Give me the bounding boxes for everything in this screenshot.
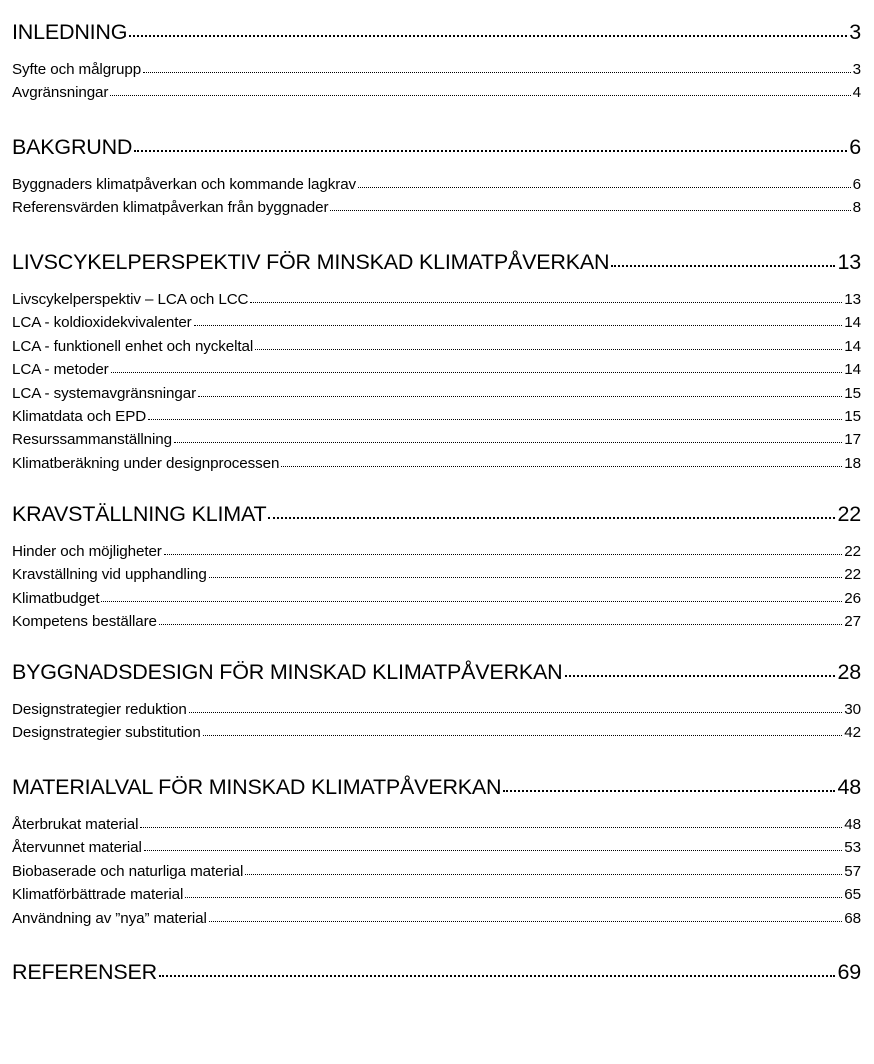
section-livscykelperspektiv-for-minskad-klimatpaverkan-page-number: 13 [837, 250, 861, 274]
subsection-klimatforbattrade-material-page-number: 65 [844, 886, 861, 904]
section-byggnadsdesign-for-minskad-klimatpaverkan-page-number: 28 [837, 660, 861, 684]
subsection-klimatforbattrade-material-title: Klimatförbättrade material [12, 886, 184, 904]
subsection-anvandning-av-nya-material-title: Användning av ”nya” material [12, 909, 207, 927]
dot-leader [209, 577, 843, 578]
subsection-avgransningar-page-number: 4 [852, 84, 861, 102]
dot-leader [565, 675, 836, 677]
dot-leader [358, 187, 851, 188]
subsection-referensvarden-klimatpaverkan-fran-byggnader-entry[interactable] [12, 199, 861, 216]
dot-leader [250, 302, 842, 303]
subsection-syfte-och-malgrupp-entry[interactable] [12, 61, 861, 78]
dot-leader [198, 396, 842, 397]
subsection-resurssammanstallning-entry[interactable] [12, 431, 861, 448]
subsection-lca-koldioxidekvivalenter-title: LCA - koldioxidekvivalenter [12, 314, 192, 332]
dot-leader [611, 265, 835, 267]
subsection-klimatbudget-title: Klimatbudget [12, 589, 100, 607]
subsection-lca-koldioxidekvivalenter-page-number: 14 [844, 314, 861, 332]
subsection-lca-metoder-entry[interactable] [12, 361, 861, 378]
subsection-kravstallning-vid-upphandling-page-number: 22 [844, 566, 861, 584]
section-livscykelperspektiv-for-minskad-klimatpaverkan-entry[interactable] [12, 250, 861, 275]
subsection-hinder-och-mojligheter-entry[interactable] [12, 543, 861, 560]
section-inledning-title: INLEDNING [12, 20, 128, 44]
subsection-resurssammanstallning-title: Resurssammanställning [12, 431, 172, 449]
section-referenser-page-number: 69 [837, 960, 861, 984]
subsection-byggnaders-klimatpaverkan-och-kommande-lagkrav-title: Byggnaders klimatpåverkan och kommande lagkrav [12, 176, 357, 193]
dot-leader [159, 975, 836, 977]
dot-leader [159, 624, 842, 625]
subsection-lca-systemavgransningar-title: LCA - systemavgränsningar [12, 384, 197, 402]
subsection-klimatbudget-entry[interactable] [12, 590, 861, 607]
section-referenser-entry[interactable] [12, 960, 861, 985]
subsection-referensvarden-klimatpaverkan-fran-byggnader-page-number: 8 [852, 199, 861, 217]
subsection-klimatberakning-under-designprocessen-title: Klimatberäkning under designprocessen [12, 454, 280, 472]
dot-leader [503, 790, 835, 792]
dot-leader [281, 466, 842, 467]
section-kravstallning-klimat-entry[interactable] [12, 502, 861, 527]
subsection-atervunnet-material-page-number: 53 [844, 839, 861, 857]
section-referenser-title: REFERENSER [12, 960, 157, 984]
dot-leader [164, 554, 843, 555]
subsection-klimatbudget-page-number: 26 [844, 589, 861, 607]
dot-leader [111, 372, 843, 373]
subsection-designstrategier-substitution-page-number: 42 [844, 724, 861, 742]
subsection-livscykelperspektiv-lca-och-lcc-entry[interactable] [12, 291, 861, 308]
subsection-biobaserade-och-naturliga-material-title: Biobaserade och naturliga material [12, 862, 244, 880]
section-bakgrund-title: BAKGRUND [12, 135, 133, 159]
dot-leader [209, 921, 843, 922]
section-byggnadsdesign-for-minskad-klimatpaverkan-title: BYGGNADSDESIGN FÖR MINSKAD KLIMATPÅVERKAN [12, 660, 563, 684]
dot-leader [174, 442, 842, 443]
subsection-hinder-och-mojligheter-page-number: 22 [844, 543, 861, 560]
subsection-biobaserade-och-naturliga-material-page-number: 57 [844, 862, 861, 880]
section-kravstallning-klimat-title: KRAVSTÄLLNING KLIMAT [12, 502, 267, 526]
subsection-klimatdata-och-epd-title: Klimatdata och EPD [12, 408, 147, 425]
subsection-aterbrukat-material-page-number: 48 [844, 816, 861, 833]
subsection-lca-metoder-title: LCA - metoder [12, 361, 109, 379]
dot-leader [189, 712, 843, 713]
subsection-syfte-och-malgrupp-title: Syfte och målgrupp [12, 61, 142, 78]
section-materialval-for-minskad-klimatpaverkan-entry[interactable] [12, 775, 861, 800]
dot-leader [245, 874, 842, 875]
dot-leader [129, 35, 847, 37]
subsection-designstrategier-reduktion-title: Designstrategier reduktion [12, 701, 187, 718]
subsection-aterbrukat-material-title: Återbrukat material [12, 816, 139, 833]
subsection-avgransningar-title: Avgränsningar [12, 84, 109, 102]
subsection-lca-funktionell-enhet-och-nyckeltal-title: LCA - funktionell enhet och nyckeltal [12, 337, 254, 355]
subsection-kravstallning-vid-upphandling-entry[interactable] [12, 566, 861, 583]
subsection-klimatberakning-under-designprocessen-entry[interactable] [12, 455, 861, 472]
section-bakgrund-page-number: 6 [849, 135, 861, 159]
dot-leader [203, 735, 843, 736]
subsection-anvandning-av-nya-material-page-number: 68 [844, 909, 861, 927]
dot-leader [330, 210, 850, 211]
subsection-klimatforbattrade-material-entry[interactable] [12, 886, 861, 903]
subsection-designstrategier-substitution-title: Designstrategier substitution [12, 724, 201, 742]
subsection-klimatberakning-under-designprocessen-page-number: 18 [844, 454, 861, 472]
dot-leader [185, 897, 842, 898]
subsection-avgransningar-entry[interactable] [12, 84, 861, 101]
dot-leader [101, 601, 842, 602]
section-livscykelperspektiv-for-minskad-klimatpaverkan-title: LIVSCYKELPERSPEKTIV FÖR MINSKAD KLIMATPÅVERKAN [12, 250, 610, 274]
dot-leader [140, 827, 842, 828]
subsection-designstrategier-reduktion-entry[interactable] [12, 701, 861, 718]
subsection-kompetens-bestallare-title: Kompetens beställare [12, 613, 157, 631]
subsection-atervunnet-material-entry[interactable] [12, 839, 861, 856]
subsection-designstrategier-reduktion-page-number: 30 [844, 701, 861, 718]
subsection-livscykelperspektiv-lca-och-lcc-title: Livscykelperspektiv – LCA och LCC [12, 291, 249, 308]
dot-leader [268, 517, 835, 519]
subsection-aterbrukat-material-entry[interactable] [12, 816, 861, 833]
subsection-hinder-och-mojligheter-title: Hinder och möjligheter [12, 543, 162, 560]
subsection-lca-koldioxidekvivalenter-entry[interactable] [12, 314, 861, 331]
dot-leader [144, 850, 843, 851]
section-byggnadsdesign-for-minskad-klimatpaverkan-entry[interactable] [12, 660, 861, 685]
subsection-klimatdata-och-epd-entry[interactable] [12, 408, 861, 425]
subsection-lca-funktionell-enhet-och-nyckeltal-entry[interactable] [12, 338, 861, 355]
dot-leader [134, 150, 847, 152]
subsection-atervunnet-material-title: Återvunnet material [12, 839, 142, 857]
subsection-lca-funktionell-enhet-och-nyckeltal-page-number: 14 [844, 337, 861, 355]
subsection-kompetens-bestallare-entry[interactable] [12, 613, 861, 630]
section-bakgrund-entry[interactable] [12, 135, 861, 160]
section-inledning-page-number: 3 [849, 20, 861, 44]
dot-leader [194, 325, 843, 326]
subsection-anvandning-av-nya-material-entry[interactable] [12, 910, 861, 927]
subsection-kravstallning-vid-upphandling-title: Kravställning vid upphandling [12, 566, 207, 584]
section-kravstallning-klimat-page-number: 22 [837, 502, 861, 526]
subsection-referensvarden-klimatpaverkan-fran-byggnader-title: Referensvärden klimatpåverkan från byggnader [12, 199, 329, 217]
subsection-biobaserade-och-naturliga-material-entry[interactable] [12, 863, 861, 880]
subsection-syfte-och-malgrupp-page-number: 3 [852, 61, 861, 78]
subsection-resurssammanstallning-page-number: 17 [844, 431, 861, 449]
subsection-byggnaders-klimatpaverkan-och-kommande-lagkrav-page-number: 6 [852, 176, 861, 193]
subsection-lca-systemavgransningar-page-number: 15 [844, 384, 861, 402]
dot-leader [255, 349, 842, 350]
subsection-lca-systemavgransningar-entry[interactable] [12, 385, 861, 402]
dot-leader [143, 72, 851, 73]
subsection-kompetens-bestallare-page-number: 27 [844, 613, 861, 631]
dot-leader [148, 419, 842, 420]
section-materialval-for-minskad-klimatpaverkan-title: MATERIALVAL FÖR MINSKAD KLIMATPÅVERKAN [12, 775, 502, 799]
subsection-livscykelperspektiv-lca-och-lcc-page-number: 13 [844, 291, 861, 308]
subsection-lca-metoder-page-number: 14 [844, 361, 861, 379]
subsection-designstrategier-substitution-entry[interactable] [12, 724, 861, 741]
subsection-byggnaders-klimatpaverkan-och-kommande-lagkrav-entry[interactable] [12, 176, 861, 193]
dot-leader [110, 95, 850, 96]
section-inledning-entry[interactable] [12, 20, 861, 45]
section-materialval-for-minskad-klimatpaverkan-page-number: 48 [837, 775, 861, 799]
subsection-klimatdata-och-epd-page-number: 15 [844, 408, 861, 425]
